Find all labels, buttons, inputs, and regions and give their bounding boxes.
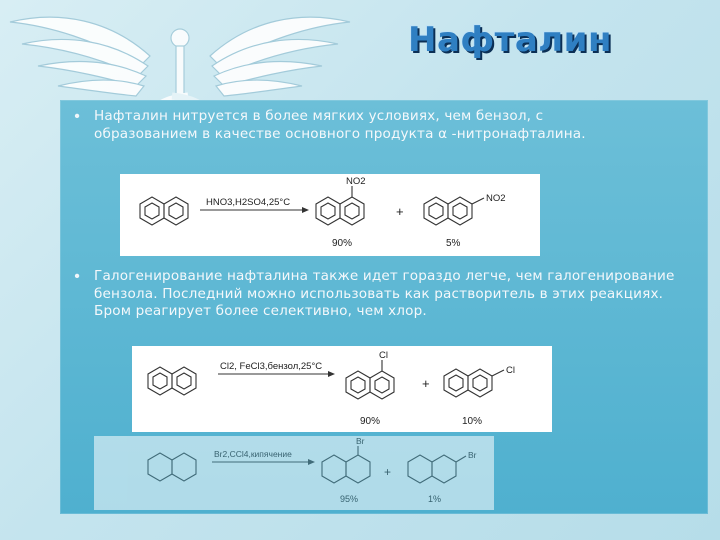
plus-sign: +: [422, 376, 430, 391]
arrow-head: [308, 459, 315, 465]
alpha-product-structure: [346, 360, 394, 399]
naphthalene-structure: [148, 453, 196, 481]
bullet-line: бензола. Последний можно использовать как растворитель в этих реакциях.: [94, 285, 664, 302]
naphthalene-structure: [148, 367, 196, 395]
alpha-substituent-label: NO2: [346, 176, 366, 187]
alpha-yield-label: 90%: [360, 416, 381, 427]
arrow-head: [328, 371, 335, 377]
beta-product-structure: [444, 369, 504, 397]
nitration-scheme: [120, 174, 540, 256]
arrow-head: [302, 207, 309, 213]
bullet-marker: •: [74, 268, 80, 285]
beta-product-structure: [408, 455, 466, 483]
beta-yield-label: 1%: [428, 494, 442, 504]
reagent-label: HNO3,H2SO4,25°C: [206, 197, 291, 208]
alpha-yield-label: 90%: [332, 238, 353, 249]
bullet-line: Галогенирование нафталина также идет гораздо легче, чем галогенирование: [94, 268, 675, 284]
bullet-item-nitration: [60, 108, 586, 143]
alpha-product-structure: [316, 186, 364, 225]
bullet-marker: •: [74, 108, 80, 125]
beta-yield-label: 5%: [446, 238, 461, 249]
chlorination-scheme: [132, 346, 552, 432]
reagent-label: Cl2, FeCl3,бензол,25°C: [220, 361, 323, 372]
beta-substituent-label: Br: [468, 450, 477, 460]
bullet-line: образованием в качестве основного продукта α -нитронафталина.: [94, 125, 586, 142]
alpha-product-structure: [322, 446, 370, 483]
alpha-yield-label: 95%: [340, 494, 359, 504]
bromination-scheme: [94, 436, 494, 510]
bullet-line: Бром реагирует более селективно, чем хлор.: [94, 303, 427, 319]
alpha-substituent-label: Cl: [379, 350, 388, 361]
bullet-text-halogenation: [94, 268, 675, 321]
bullet-item-halogenation: [60, 268, 675, 321]
naphthalene-structure: [140, 197, 188, 225]
beta-yield-label: 10%: [462, 416, 483, 427]
reagent-label: Br2,CCl4,кипячение: [214, 449, 292, 459]
beta-product-structure: [424, 197, 484, 225]
bullet-text-nitration: [94, 108, 586, 143]
bullet-line: Нафталин нитруется в более мягких условиях, чем бензол, с: [94, 108, 544, 124]
plus-sign: +: [384, 465, 392, 479]
beta-substituent-label: NO2: [486, 193, 506, 204]
alpha-substituent-label: Br: [356, 436, 365, 446]
plus-sign: +: [396, 204, 404, 219]
beta-substituent-label: Cl: [506, 365, 515, 376]
slide-title: Нафталин: [408, 20, 612, 60]
content-panel: [60, 100, 708, 514]
